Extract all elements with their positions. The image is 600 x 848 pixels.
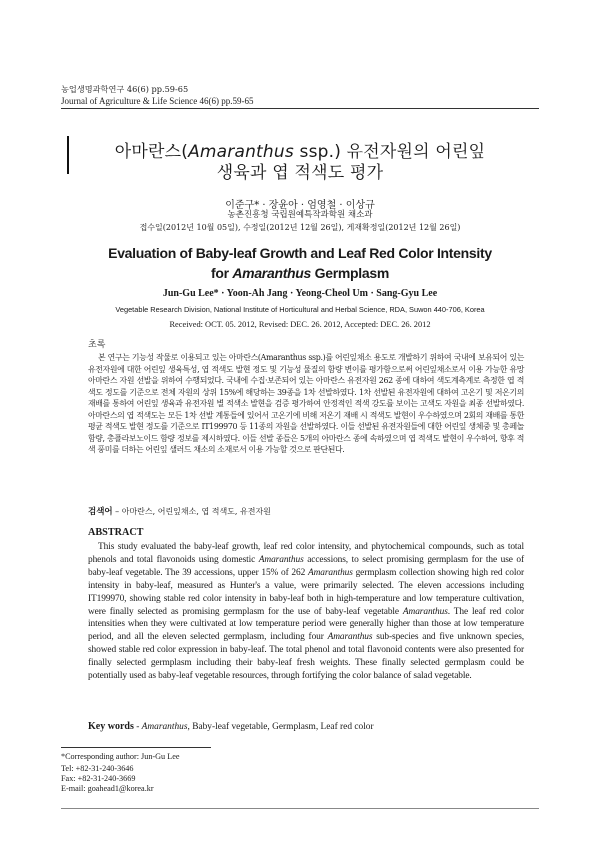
korean-abstract-heading: 초록: [88, 340, 106, 350]
page-bottom-rule: [61, 808, 539, 809]
journal-header-en: Journal of Agriculture & Life Science 46(6) pp.59-65: [61, 96, 254, 106]
footnote-tel: Tel: +82-31-240-3646: [61, 764, 134, 773]
english-abstract-body: This study evaluated the baby-leaf growth, leaf red color intensity, and phytochemical compounds, such as total phenols and total flavonoids using domestic Amaranthus accessions, to select promising germplasm for the use of baby-leaf vegetable. The 39 accessions, upper 15% of 262 Amaranthus germplasm collection showing high red color intensity in baby-leaf, measured as Hunter's a value, were primarily selected. The eleven accessions including IT199970, showing stable red color intensity in baby-leaf both in high-temperature and low temperature cultivation, were finally selected as promising germplasm for the use of baby-leaf vegetable Amaranthus. The leaf red color intensities when they were cultivated at low temperature period were generally higher than those at low temperature period, and all the eleven selected germplasm, including four Amaranthus sub-species and five unknown species, showed stable red color expression in baby-leaf. The total phenol and total flavonoid contents were also presented for finally selected germplasm including their baby-leaf fresh weights. These finally selected germplasm could be potentially used as baby-leaf vegetable resources, through fortifying the color balance of salad vegetable.: [88, 542, 524, 682]
footnote-email: E-mail: goahead1@korea.kr: [61, 784, 154, 793]
english-keywords-label: Key words: [88, 721, 134, 732]
english-abstract: [88, 541, 524, 683]
korean-title-line1: 아마란스(Amaranthus ssp.) 유전자원의 어린잎: [114, 142, 486, 162]
english-dates: Received: OCT. 05. 2012, Revised: DEC. 26. 2012, Accepted: DEC. 26. 2012: [169, 320, 431, 329]
english-authors: Jun-Gu Lee* · Yoon-Ah Jang · Yeong-Cheol Um · Sang-Gyu Lee: [162, 288, 438, 299]
korean-title-line2: 생육과 엽 적색도 평가: [216, 163, 384, 183]
korean-abstract: [88, 352, 524, 456]
journal-header-kr: 농업생명과학연구 46(6) pp.59-65: [61, 84, 189, 94]
korean-keywords-text: – 아마란스, 어린잎채소, 엽 적색도, 유전자원: [112, 507, 271, 516]
footnote-fax: Fax: +82-31-240-3669: [61, 774, 136, 783]
korean-abstract-body: 본 연구는 기능성 작물로 이용되고 있는 아마란스(Amaranthus ssp.)를 어린잎채소 용도로 개발하기 위하여 국내에 보유되어 있는 유전자원에 대한 어린잎 생육특성, 엽 적색도 발현 정도 및 기능성 물질의 함량 변이를 평가함으로써 어린잎채소로서 이용 가능한 유망 아마란스 자원 선발을 위하여 수행되었다. 국내에 수집·보존되어 있는 아마란스 유전자원 262 종에 대하여 색도계측계로 측정한 엽 적색도 정도를 기준으로 전체 자원의 상위 15%에 해당하는 39종을 1차 선발하였다. 1차 선발된 유전자원에 대하여 고온기 및 저온기의 재배를 통하여 어린잎 생육과 유전자원 별 적색소 발현을 검증 평가하여 안정적인 적색 강도를 보이는 고색도 자원을 최종 선발하였다. 아마란스의 엽 적색도는 모든 1차 선발 계통들에 있어서 고온기에 비해 저온기 재배 시 적색도 발현이 우수하였으며 2회의 재배를 통한 평균 적색도 발현 정도를 기준으로 IT199970 등 11종의 자원을 선발하였다. 이들 선발된 유전자원들에 대한 어린잎 생체중 및 총페놀 함량, 총플라보노이드 함량 정보를 제시하였다. 이들 선발 종들은 5개의 아마란스 종에 속하였으며 엽 적색도 발현이 우수하여, 향후 적색 풍미를 더하는 어린잎 샐러드 채소의 소재로서 이용 가능할 것으로 판단된다.: [88, 353, 524, 454]
title-side-bar: [67, 136, 69, 174]
english-title-line1: Evaluation of Baby-leaf Growth and Leaf Red Color Intensity: [108, 245, 492, 261]
footnote-rule: [61, 747, 211, 748]
korean-dates: 접수일(2012년 10월 05일), 수정일(2012년 12월 26일), 게재확정일(2012년 12월 26일): [139, 223, 461, 232]
korean-keywords: [88, 505, 524, 517]
korean-affiliation: 농촌진흥청 국립원예특작과학원 채소과: [227, 210, 373, 220]
korean-authors: 이준구* · 장윤아 · 엄영철 · 이상규: [225, 200, 375, 211]
english-keywords: Key words - Amaranthus, Baby-leaf vegetable, Germplasm, Leaf red color: [88, 721, 374, 732]
korean-keywords-label: 검색어: [88, 507, 113, 517]
header-rule: [61, 108, 539, 109]
english-affiliation: Vegetable Research Division, National Institute of Horticultural and Herbal Science, RDA, Suwon 440-706, Korea: [115, 305, 485, 314]
english-title-line2: for Amaranthus Germplasm: [211, 265, 389, 281]
corresponding-author: *Corresponding author: Jun-Gu Lee: [61, 752, 180, 761]
english-abstract-heading: ABSTRACT: [88, 527, 144, 538]
